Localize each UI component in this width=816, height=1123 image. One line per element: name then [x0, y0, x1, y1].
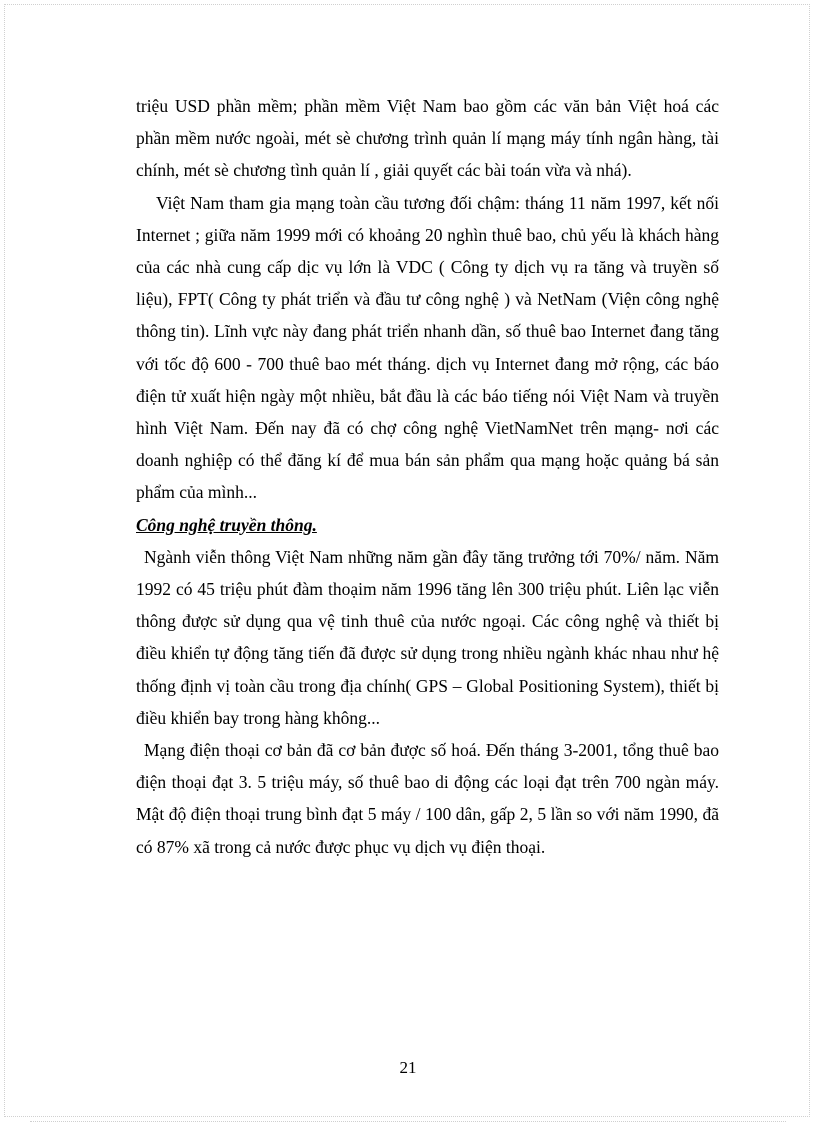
paragraph-telecom: Ngành viễn thông Việt Nam những năm gần đây tăng trưởng tới 70%/ năm. Năm 1992 có 45 triệu phút đàm thoạim năm 1996 tăng lên 300 triệu phút. Liên lạc viễn thông được sử dụng qua vệ tinh thuê của nước ngoại. Các công nghệ và thiết bị điều khiển tự động tăng tiến đã được sử dụng trong nhiều ngành khác nhau như hệ thống định vị toàn cầu trong địa chính( GPS – Global Positioning System), thiết bị điều khiển bay trong hàng không...: [136, 546, 719, 728]
page-bottom-divider: [30, 1121, 786, 1122]
paragraph-telephone-network: Mạng điện thoại cơ bản đã cơ bản được số hoá. Đến tháng 3-2001, tổng thuê bao điện thoại đạt 3. 5 triệu máy, số thuê bao di động các loại đạt trên 700 ngàn máy. Mật độ điện thoại trung bình đạt 5 máy / 100 dân, gấp 2, 5 lần so với năm 1990, đã có 87% xã trong cả nước được phục vụ dịch vụ điện thoại.: [136, 740, 719, 857]
paragraph-internet: Việt Nam tham gia mạng toàn cầu tương đối chậm: tháng 11 năm 1997, kết nối Internet ; giữa năm 1999 mới có khoảng 20 nghìn thuê bao, chủ yếu là khách hàng của các nhà cung cấp dịc vụ lớn là VDC ( Công ty dịch vụ ra tăng và truyền số liệu), FPT( Công ty phát triển và đầu tư công nghệ ) và NetNam (Viện công nghệ thông tin). Lĩnh vực này đang phát triển nhanh dần, số thuê bao Internet đang tăng với tốc độ 600 - 700 thuê bao mét tháng. dịch vụ Internet đang mở rộng, các báo điện tử xuất hiện ngày một nhiều, bắt đầu là các báo tiếng nói Việt Nam và truyền hình Việt Nam. Đến nay đã có chợ công nghệ VietNamNet trên mạng- nơi các doanh nghiệp có thể đăng kí để mua bán sản phẩm qua mạng hoặc quảng bá sản phẩm của mình...: [136, 192, 719, 503]
paragraph-software: triệu USD phần mềm; phần mềm Việt Nam bao gồm các văn bản Việt hoá các phần mềm nước ngoài, mét sè chương trình quản lí mạng máy tính ngân hàng, tài chính, mét sè chương tình quản lí , giải quyết các bài toán vừa và nhá).: [136, 96, 719, 181]
page-number: 21: [399, 1058, 417, 1077]
document-body: [136, 90, 719, 863]
section-heading-communication-technology: Công nghệ truyền thông.: [136, 514, 317, 535]
